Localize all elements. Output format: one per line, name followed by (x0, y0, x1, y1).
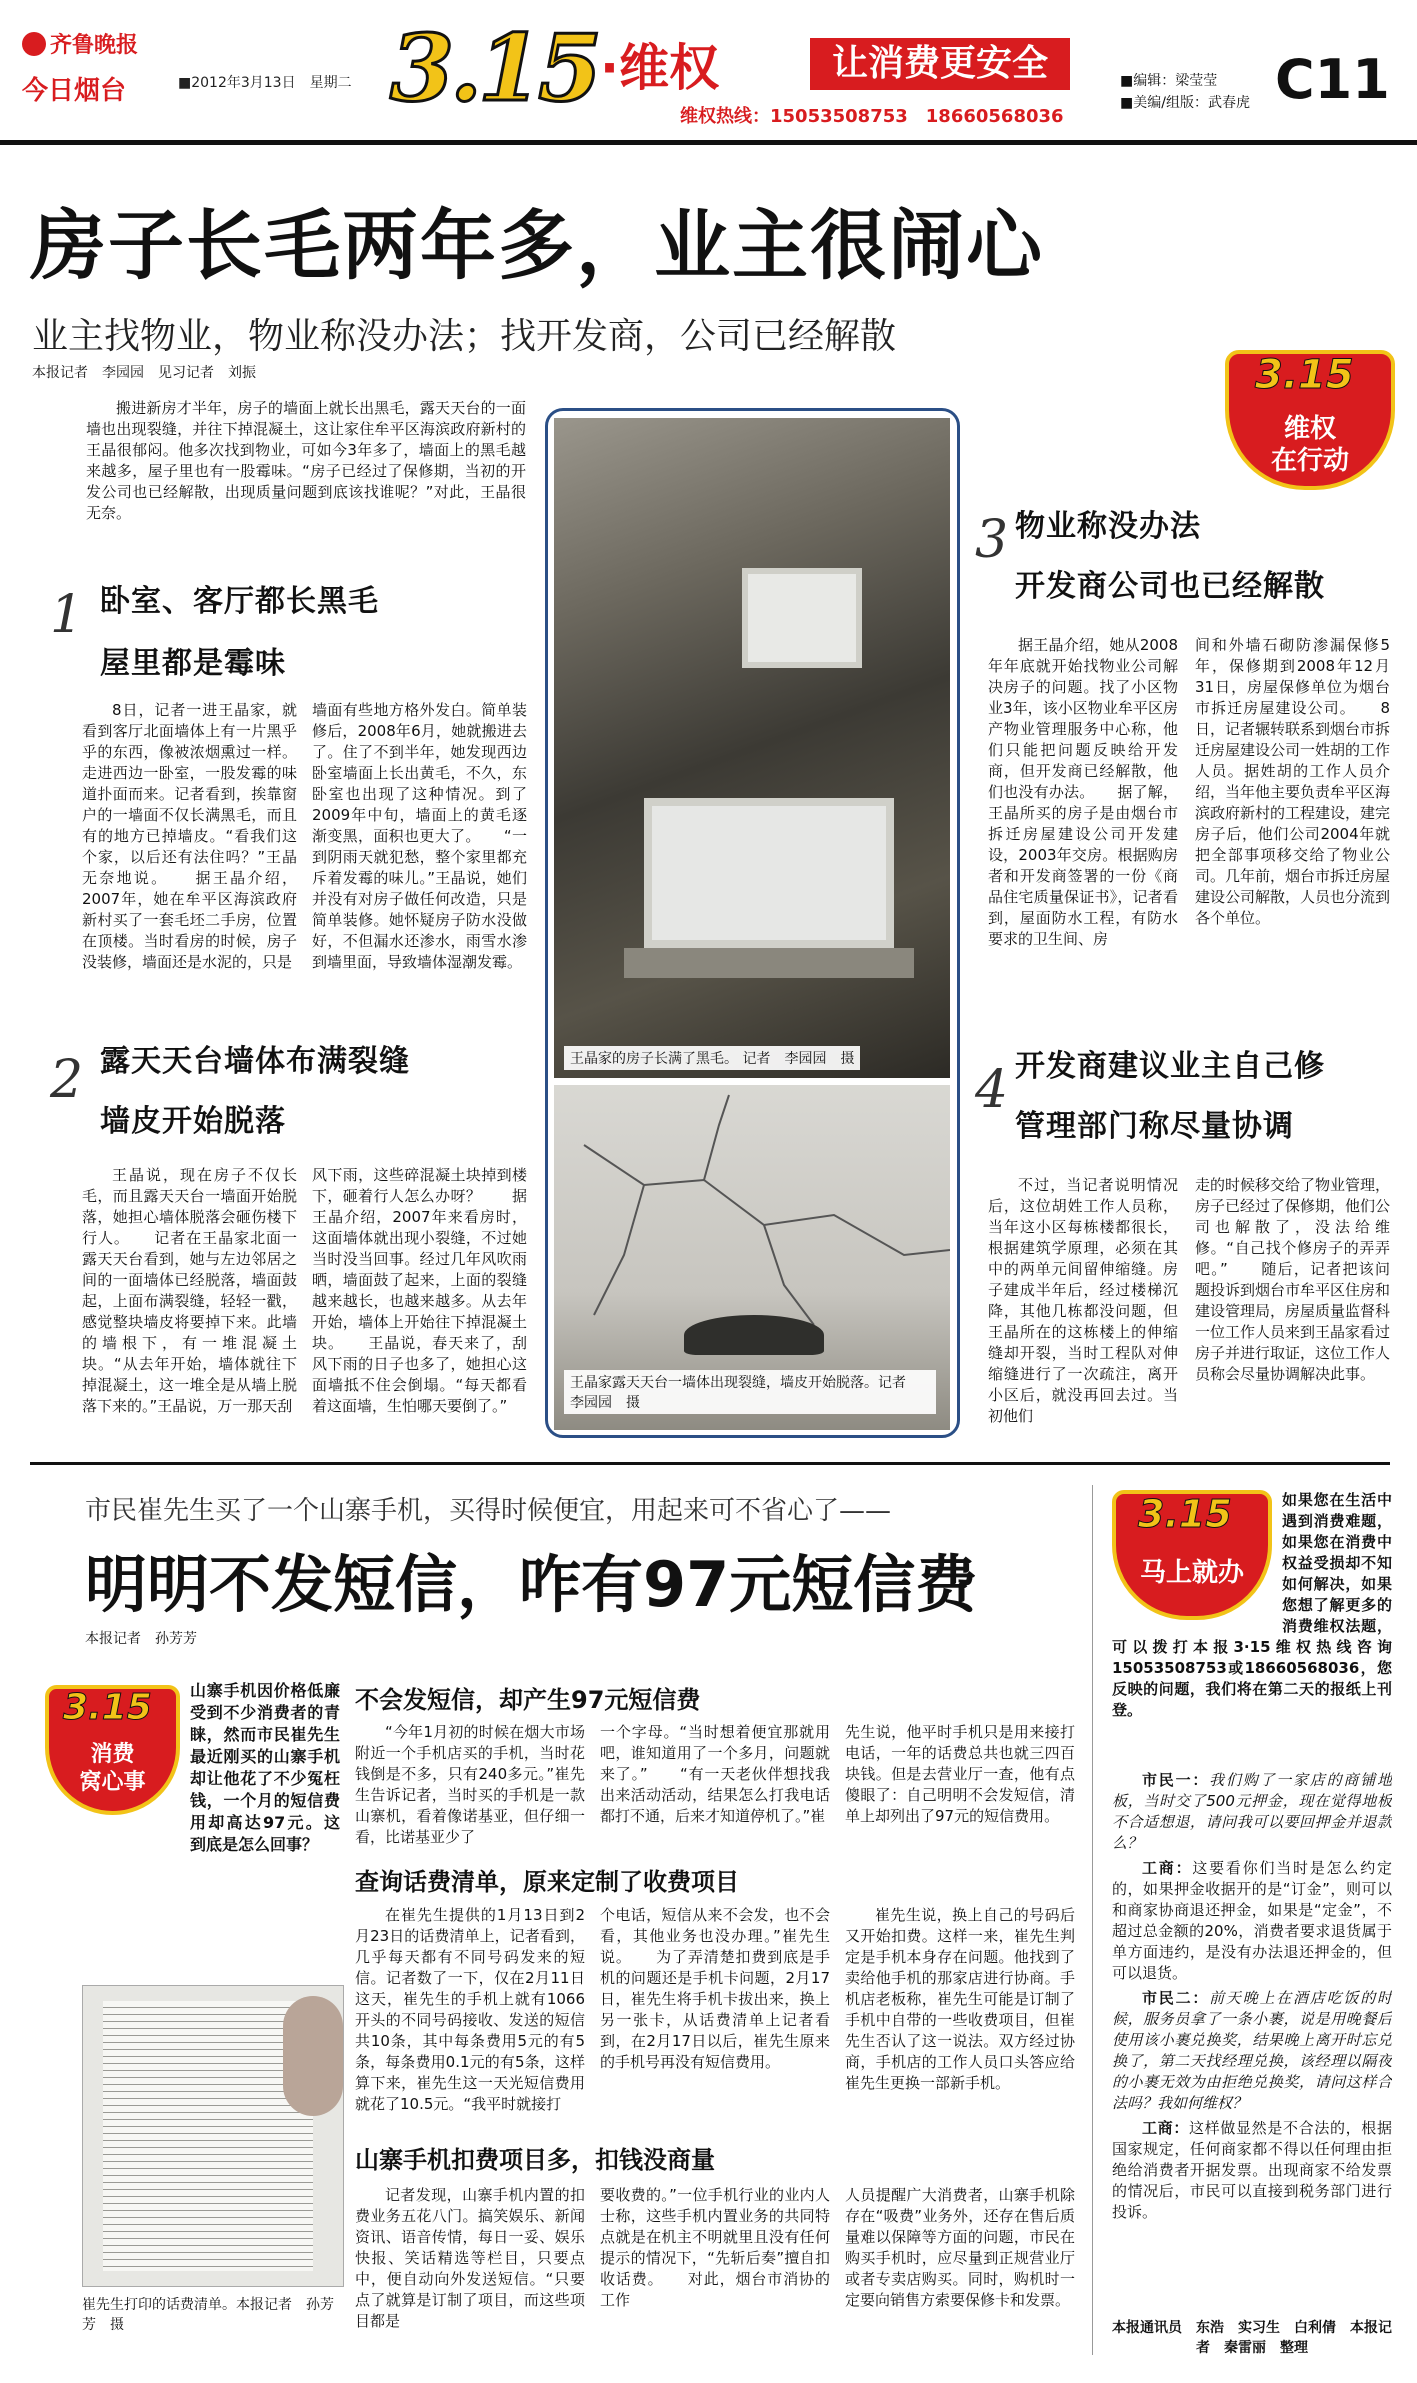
moldy-room-photo (554, 418, 950, 1078)
issue-date: ■2012年3月13日 星期二 (178, 75, 352, 91)
masthead-rule (0, 140, 1417, 145)
section2-title-line1: 露天天台墙体布满裂缝 (100, 1044, 410, 1079)
hotline: 维权热线：15053508753 18660568036 (680, 106, 1064, 127)
a2-s1-col2: 一个字母。“当时想着便宜那就用吧，谁知道用了一个多月，问题就来了。” “有一天老伙伴想找我出来活动活动，结果怎么打我电话都打不通，后来才知道停机了。”崔 (600, 1723, 830, 1825)
section3-col2: 间和外墙石砌防渗漏保修5年，保修期到2008年12月31日，房屋保修单位为烟台市拆迁房屋建设公司。 8日，记者辗转联系到烟台市拆迁房屋建设公司一姓胡的工作人员。据姓胡的工作人员介绍，当年他主要负责牟平区海滨政府新村的工程建设，建完房子后，他们公司2004年就把全部事项移交给了物业公司。几年前，烟台市拆迁房屋建设公司解散，人员也分流到各个单位。 (1195, 636, 1390, 927)
section4-col2: 走的时候移交给了物业管理，房子已经过了保修期，他们公司也解散了，没法给维修。“自己找个修房子的弄弄吧。” 随后，记者把该问题投诉到烟台市牟平区住房和建设管理局，房屋质量监督科一位工作人员来到王晶家看过房子并进行取证，这位工作人员称会尽量协调解决此事。 (1195, 1176, 1390, 1383)
bill-photo (82, 1985, 344, 2287)
photo1-caption: 王晶家的房子长满了黑毛。 记者 李园园 摄 (564, 1046, 860, 1070)
section3-title-line2: 开发商公司也已经解散 (1015, 569, 1325, 604)
article1-subheadline: 业主找物业，物业称没办法；找开发商，公司已经解散 (32, 316, 897, 357)
article2-byline: 本报记者 孙芳芳 (85, 1631, 197, 1647)
article2-subhead1: 不会发短信，却产生97元短信费 (355, 1686, 701, 1714)
a2-s3-col3: 人员提醒广大消费者，山寨手机除存在“吸费”业务外，还存在售后质量难以保障等方面的问题，市民在购买手机时，应尽量到正规营业厅或者专卖店购买。同时，购机时一定要向销售方索要保修卡和发票。 (845, 2186, 1075, 2309)
section2-col2: 风下雨，这些碎混凝土块掉到楼下，砸着行人怎么办呀？ 据王晶介绍，2007年来看房时，这面墙体就出现小裂缝，不过她当时没当回事。经过几年风吹雨晒，墙面鼓了起来，上面的裂缝越来越长，也越来越多。从去年开始，墙体上开始往下掉混凝土块。 王晶说，春天来了，刮风下雨的日子也多了，她担心这面墙抵不住会倒塌。“每天都看着这面墙，生怕哪天要倒了。” (312, 1166, 527, 1415)
section3-col1: 据王晶介绍，她从2008年年底就开始找物业公司解决房子的问题。找了小区物业3年，该小区物业牟平区房产物业管理服务中心称，他们只能把问题反映给开发商，但开发商已经解散，他们也没有办法。 据了解，王晶所买的房子是由烟台市拆迁房屋建设公司开发建设，2003年交房。根据购房者和开发商签署的一份《商品住宅质量保证书》，记者看到，屋面防水工程，有防水要求的卫生间、房 (988, 636, 1178, 948)
sidebar-qa (1112, 1770, 1392, 2315)
a2-s1-col3: 先生说，他平时手机只是用来接打电话，一年的话费总共也就三四百块钱。但是去营业厅一查，他有点傻眼了：自己明明不会发短信，清单上却列出了97元的短信费用。 (845, 1723, 1075, 1825)
article2-headline: 明明不发短信，咋有97元短信费 (85, 1548, 978, 1621)
a2-s1-col1: “今年1月初的时候在烟大市场附近一个手机店买的手机，当时花钱倒是不多，只有240多元。”崔先生告诉记者，当时买的手机是一款山寨机，看着像诺基亚，但仔细一看，比诺基亚少了 (355, 1723, 585, 1846)
page-number: C11 (1275, 48, 1390, 111)
windowsill (624, 948, 914, 978)
section4-title-line2: 管理部门称尽量协调 (1015, 1109, 1294, 1144)
sidebar-credit: 本报通讯员 东浩 实习生 白利倩 本报记者 秦雷丽 整理 (1112, 2320, 1392, 2356)
a2-s2-col1: 在崔先生提供的1月13日到2月23日的话费清单上，记者看到，几乎每天都有不同号码发来的短信。记者数了一下，仅在2月11日这天，崔先生的手机上就有1066开头的不同号码接收、发送的短信共10条，其中每条费用5元的有5条，每条费用0.1元的有5条，这样算下来，崔先生这一天光短信费用就花了10.5元。“我平时就接打 (355, 1906, 585, 2113)
article-divider (30, 1462, 1390, 1465)
badge-xiaofei (45, 1685, 180, 1815)
photo2-caption: 王晶家露天天台一墙体出现裂缝，墙皮开始脱落。记者 李园园 摄 (564, 1370, 936, 1414)
sidebar-divider (1092, 1485, 1093, 2355)
section2-title-line2: 墙皮开始脱落 (100, 1104, 286, 1139)
section1-title-line2: 屋里都是霉味 (100, 646, 286, 681)
badge-mashang-line1: 马上就办 (1139, 1558, 1244, 1588)
article1-lead-text: 搬进新房才半年，房子的墙面上就长出黑毛，露天天台的一面墙也出现裂缝，并往下掉混凝土，这让家住牟平区海滨政府新村的王晶很郁闷。他多次找到物业，可如今3年多了，墙面上的黑毛越来越多，屋子里也有一股霉味。“房子已经过了保修期，当初的开发公司也已经解散，出现质量问题到底该找谁呢？”对此，王晶很无奈。 (86, 399, 526, 522)
article2-subhead2: 查询话费清单，原来定制了收费项目 (355, 1868, 739, 1896)
section4-number: 4 (975, 1060, 1009, 1120)
banner-title: ·维权 (600, 39, 719, 97)
a2-s2-col3: 崔先生说，换上自己的号码后又开始扣费。这样一来，崔先生判定是手机本身存在问题。他找到了卖给他手机的那家店进行协商。手机店老板称，崔先生可能是订制了手机中自带的一些收费项目，但崔先生否认了这一说法。双方经过协商，手机店的工作人员口头答应给崔先生更换一部新手机。 (845, 1906, 1075, 2092)
bill-sheet (103, 2001, 313, 2271)
editor-credit: ■编辑：梁莹莹 (1120, 73, 1218, 89)
section3-title-line1: 物业称没办法 (1015, 509, 1201, 544)
a2-s2-col2: 个电话，短信从来不会发，也不会看，其他业务也没办理。”崔先生说。 为了弄清楚扣费到底是手机的问题还是手机卡问题，2月17日，崔先生将手机卡拔出来，换上另一张卡，从话费清单上记者看到，在2月17日以后，崔先生原来的手机号再没有短信费用。 (600, 1906, 830, 2071)
masthead (0, 0, 1417, 155)
a2-s3-col2: 要收费的。”一位手机行业的业内人士称，这些手机内置业务的共同特点就是在机主不明就里且没有任何提示的情况下，“先斩后奏”擅自扣收话费。 对此，烟台市消协的工作 (600, 2186, 830, 2309)
badge-weiquan-line2: 在行动 (1270, 446, 1349, 476)
sidebar-intro: 如果您在生活中遇到消费难题，如果您在消费中权益受损却不知如何解决，如果您想了解更多的消费维权法题，可以拨打本报3·15维权热线咨询15053508753或18660568036，您反映的问题，我们将在第二天的报纸上刊登。 (1112, 1491, 1392, 1719)
upper-window (742, 568, 862, 668)
badge-xiaofei-num: 3.15 (63, 1687, 152, 1728)
badge-weiquan (1225, 350, 1395, 490)
section3-number: 3 (975, 510, 1009, 570)
section-name: 今日烟台 (22, 76, 127, 106)
section2-col1: 王晶说，现在房子不仅长毛，而且露天天台一墙面开始脱落，她担心墙体脱落会砸伤楼下行人。 记者在王晶家北面一露天天台看到，她与左边邻居之间的一面墙体已经脱落，墙面鼓起，上面布满裂缝，轻轻一戳，感觉整块墙皮将要掉下来。此墙的墙根下，有一堆混凝土块。“从去年开始，墙体就往下掉混凝土，这一堆全是从墙上脱落下来的。”王晶说，万一那天刮 (82, 1166, 297, 1415)
a2-s3-col1: 记者发现，山寨手机内置的扣费业务五花八门。搞笑娱乐、新闻资讯、语音传情，每日一妥、娱乐快报、笑话精选等栏目，只要点中，便自动向外发送短信。“只要点了就算是订制了项目，而这些项目都是 (355, 2186, 585, 2330)
section1-title-line1: 卧室、客厅都长黑毛 (100, 584, 379, 619)
qa-item: 市民一：我们购了一家店的商铺地板，当时交了500元押金，现在觉得地板不合适想退，请问我可以要回押金并退款么？ (1112, 1771, 1392, 1852)
article1-headline: 房子长毛两年多，业主很闹心 (30, 201, 1044, 290)
lower-window (644, 798, 894, 948)
qa-item: 工商：这要看你们当时是怎么约定的，如果押金收据开的是“订金”，则可以和商家协商退还押金，如果是“定金”，不超过总金额的20%，消费者要求退货属于单方面违约，是没有办法退还押金的，但可以退货。 (1112, 1859, 1392, 1982)
badge-weiquan-num: 3.15 (1255, 352, 1354, 398)
article1-lead (86, 398, 526, 548)
article2-subhead3: 山寨手机扣费项目多，扣钱没商量 (355, 2146, 715, 2174)
logo-icon (22, 32, 46, 56)
badge-xiaofei-line1: 消费 (90, 1742, 135, 1767)
designer-credit: ■美编/组版：武春虎 (1120, 95, 1250, 111)
section1-number: 1 (50, 585, 84, 645)
banner-315-number: 3.15 (390, 14, 599, 122)
badge-mashang-num: 3.15 (1138, 1492, 1232, 1536)
banner-slogan: 让消费更安全 (810, 38, 1070, 90)
badge-weiquan-line1: 维权 (1283, 414, 1336, 444)
hand-shape (283, 1996, 343, 2116)
section2-number: 2 (50, 1050, 84, 1110)
qa-item: 市民二：前天晚上在酒店吃饭的时候，服务员拿了一条小裹，说是用晚餐后使用该小裹兑换奖，结果晚上离开时忘兑换了，第二天找经理兑换，该经理以隔夜的小裹无效为由拒绝兑换奖，请问这样合法吗？我如何维权？ (1112, 1989, 1392, 2112)
bill-photo-caption: 崔先生打印的话费清单。本报记者 孙芳芳 摄 (82, 2297, 334, 2333)
article2-kicker: 市民崔先生买了一个山寨手机，买得时候便宜，用起来可不省心了—— (85, 1496, 892, 1526)
article1-byline: 本报记者 李园园 见习记者 刘振 (32, 365, 256, 381)
rubble-pile (684, 1315, 824, 1355)
section1-col2: 墙面有些地方格外发白。简单装修后，2008年6月，她就搬进去了。住了不到半年，她发现西边卧室墙面上长出黄毛，不久，东卧室也出现了这种情况。到了2009年中旬，墙面上的黄毛逐渐变黑，面积也更大了。 “一到阴雨天就犯愁，整个家里都充斥着发霉的味儿。”王晶说，她们并没有对房子做任何改造，只是简单装修。她怀疑房子防水没做好，不但漏水还渗水，雨雪水渗到墙里面，导致墙体湿潮发霉。 (312, 701, 527, 971)
qa-item: 工商：这样做显然是不合法的，根据国家规定，任何商家都不得以任何理由拒绝给消费者开据发票。出现商家不给发票的情况后，市民可以直接到税务部门进行投诉。 (1112, 2119, 1392, 2221)
sidebar-intro-spacer (1112, 1490, 1282, 1630)
section4-title-line1: 开发商建议业主自己修 (1015, 1049, 1325, 1084)
section4-col1: 不过，当记者说明情况后，这位胡姓工作人员称，当年这小区每栋楼都很长，根据建筑学原理，必须在其中的两单元间留伸缩缝。房子建成半年后，经过楼梯沉降，其他几栋都没问题，但王晶所在的这栋楼上的伸缩缝却开裂，当时工程队对伸缩缝进行了一次疏注，离开小区后，就没再回去过。当初他们 (988, 1176, 1178, 1425)
paper-logo: 齐鲁晚报 (22, 28, 138, 59)
banner-315 (380, 6, 1100, 136)
badge-xiaofei-line2: 窝心事 (79, 1770, 146, 1795)
cracked-wall-photo (554, 1085, 950, 1430)
article2-intro: 山寨手机因价格低廉受到不少消费者的青睐，然而市民崔先生最近刚买的山寨手机却让他花了不少冤枉钱，一个月的短信费用却高达97元。这到底是怎么回事？ (190, 1681, 340, 1854)
section1-col1: 8日，记者一进王晶家，就看到客厅北面墙体上有一片黑乎乎的东西，像被浓烟熏过一样。走进西边一卧室，一股发霉的味道扑面而来。记者看到，挨靠窗户的一墙面不仅长满黑毛，而且有的地方已掉墙皮。“看我们这个家，以后还有法住吗？”王晶无奈地说。 据王晶介绍，2007年，她在牟平区海滨政府新村买了一套毛坯二手房，位置在顶楼。当时看房的时候，房子没装修，墙面还是水泥的，只是 (82, 701, 297, 971)
